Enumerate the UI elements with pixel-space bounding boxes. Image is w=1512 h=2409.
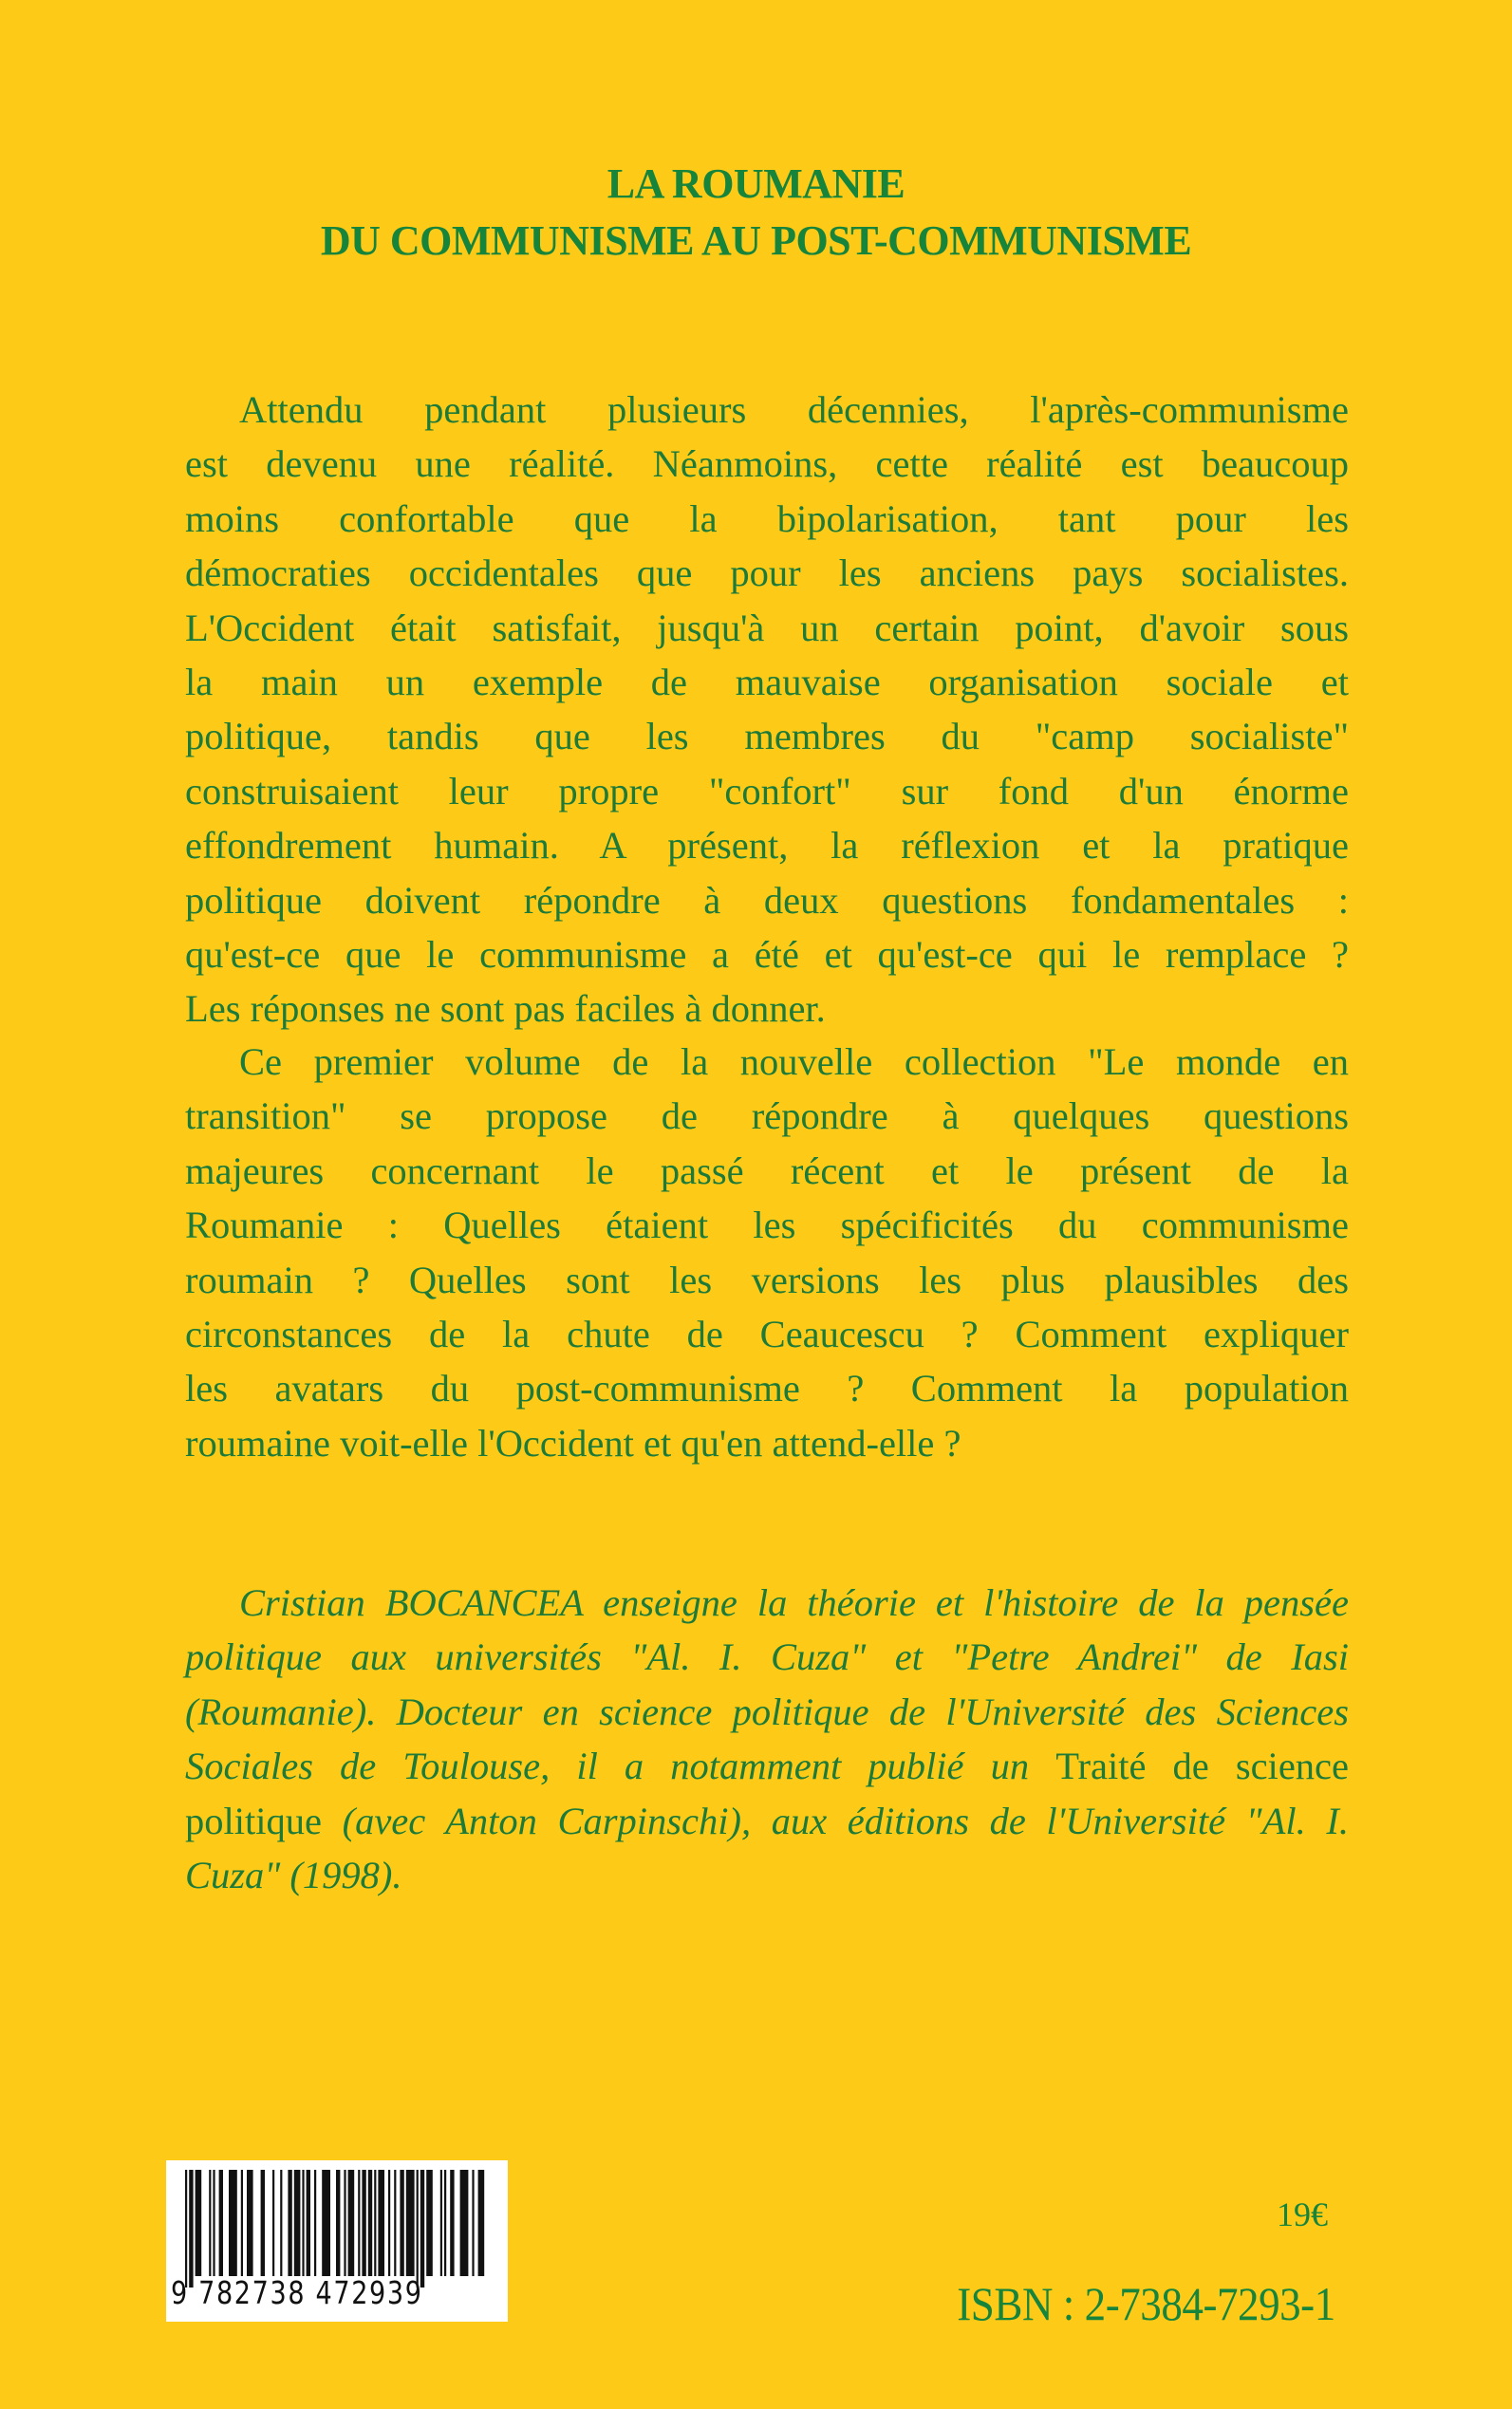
text-line: Les réponses ne sont pas faciles à donner. (185, 987, 826, 1031)
barcode-bar (388, 2170, 390, 2276)
barcode-bar (426, 2170, 433, 2276)
bio-text: politique aux universités "Al. I. Cuza" et "Petre Andrei" de Iasi (185, 1635, 1349, 1679)
text-line: politique doivent répondre à deux questions fondamentales : (185, 878, 1349, 922)
text-line: qu'est-ce que le communisme a été et qu'est-ce qui le remplace ? (185, 932, 1349, 976)
barcode-bar (209, 2170, 211, 2276)
barcode-bar (307, 2170, 310, 2276)
bio-text: politique (185, 1799, 343, 1842)
bio-text: (avec Anton Carpinschi), aux éditions de l'Université "Al. I. (342, 1799, 1349, 1842)
summary-paragraph-1 (185, 383, 1349, 1036)
text-line: construisaient leur propre "confort" sur fond d'un énorme (185, 769, 1349, 812)
barcode-bar (444, 2170, 446, 2276)
text-line: majeures concernant le passé récent et le présent de la (185, 1148, 1349, 1192)
barcode-bar (368, 2170, 372, 2276)
text-line: circonstances de la chute de Ceaucescu ? Comment expliquer (185, 1312, 1349, 1355)
bio-text: Traité de science (1055, 1745, 1349, 1788)
barcode-bar (450, 2170, 454, 2276)
barcode-bar (440, 2170, 442, 2276)
barcode-bar (185, 2170, 187, 2288)
barcode-bar (261, 2170, 265, 2276)
barcode-bar (394, 2170, 396, 2276)
barcode-bar (196, 2170, 202, 2276)
barcode-bar (417, 2170, 419, 2288)
author-bio (185, 1576, 1349, 1902)
text-line: roumain ? Quelles sont les versions les plus plausibles des (185, 1258, 1349, 1301)
bio-text: Cuza" (1998). (185, 1853, 402, 1896)
isbn-number: ISBN : 2-7384-7293-1 (957, 2277, 1335, 2330)
text-line: Ce premier volume de la nouvelle collection "Le monde en (239, 1040, 1349, 1083)
bio-text: Cristian BOCANCEA enseigne la théorie et l'histoire de la pensée (239, 1581, 1349, 1624)
barcode-bar (374, 2170, 376, 2276)
barcode-bar (400, 2170, 403, 2276)
barcode-bar (247, 2170, 253, 2276)
isbn-barcode (166, 2160, 508, 2322)
barcode-bar (362, 2170, 365, 2276)
price: 19€ (1277, 2195, 1328, 2233)
text-line: les avatars du post-communisme ? Comment la population (185, 1367, 1349, 1410)
barcode-bar (241, 2170, 243, 2276)
barcode-bar (229, 2170, 237, 2276)
text-line: la main un exemple de mauvaise organisation sociale et (185, 660, 1349, 703)
text-line: transition" se propose de répondre à quelques questions (185, 1094, 1349, 1138)
barcode-bar (336, 2170, 340, 2276)
book-title-line-2: DU COMMUNISME AU POST-COMMUNISME (320, 217, 1192, 264)
text-line: effondrement humain. A présent, la réflexion et la pratique (185, 824, 1349, 868)
barcode-bar (406, 2170, 415, 2276)
text-line: L'Occident était satisfait, jusqu'à un certain point, d'avoir sous (185, 606, 1349, 649)
text-line: politique, tandis que les membres du "camp socialiste" (185, 715, 1349, 758)
barcode-bar (189, 2170, 193, 2288)
bio-line (185, 1630, 1349, 1684)
barcode-bar (472, 2170, 474, 2276)
barcode-bar (460, 2170, 469, 2276)
barcode-bar (378, 2170, 384, 2276)
bio-text: (Roumanie). Docteur en science politique de l'Université des Sciences (185, 1690, 1349, 1733)
barcode-bar (219, 2170, 223, 2276)
barcode-bar (348, 2170, 355, 2276)
text-line: est devenu une réalité. Néanmoins, cette réalité est beaucoup (185, 442, 1349, 486)
text-line: roumaine voit-elle l'Occident et qu'en attend-elle ? (185, 1421, 961, 1465)
text-line: Attendu pendant plusieurs décennies, l'après-communisme (239, 388, 1349, 431)
barcode-bar (302, 2170, 304, 2276)
barcode-bar (314, 2170, 316, 2276)
barcode-bar (344, 2170, 345, 2276)
bio-line (185, 1739, 1349, 1793)
bio-line (185, 1794, 1349, 1848)
barcode-bar (213, 2170, 215, 2276)
barcode-bar (420, 2170, 424, 2288)
bio-line (185, 1576, 1349, 1630)
barcode-bar (294, 2170, 301, 2276)
barcode-bar (288, 2170, 291, 2276)
bio-line (185, 1848, 1349, 1902)
book-title-line-1: LA ROUMANIE (607, 160, 905, 207)
barcode-bar (322, 2170, 330, 2276)
barcode-digits: 9 782738 472939 (171, 2274, 423, 2311)
text-line: démocraties occidentales que pour les anciens pays socialistes. (185, 551, 1349, 595)
summary-paragraph-2 (185, 1035, 1349, 1470)
barcode-bars (177, 2170, 496, 2288)
text-line: Roumanie : Quelles étaient les spécificités du communisme (185, 1204, 1349, 1247)
bio-line (185, 1685, 1349, 1739)
text-line: moins confortable que la bipolarisation, tant pour les (185, 496, 1349, 540)
bio-text: Sociales de Toulouse, il a notamment publié un (185, 1745, 1056, 1788)
barcode-bar (272, 2170, 274, 2276)
barcode-bar (478, 2170, 485, 2276)
barcode-bar (280, 2170, 282, 2276)
barcode-bar (358, 2170, 360, 2276)
